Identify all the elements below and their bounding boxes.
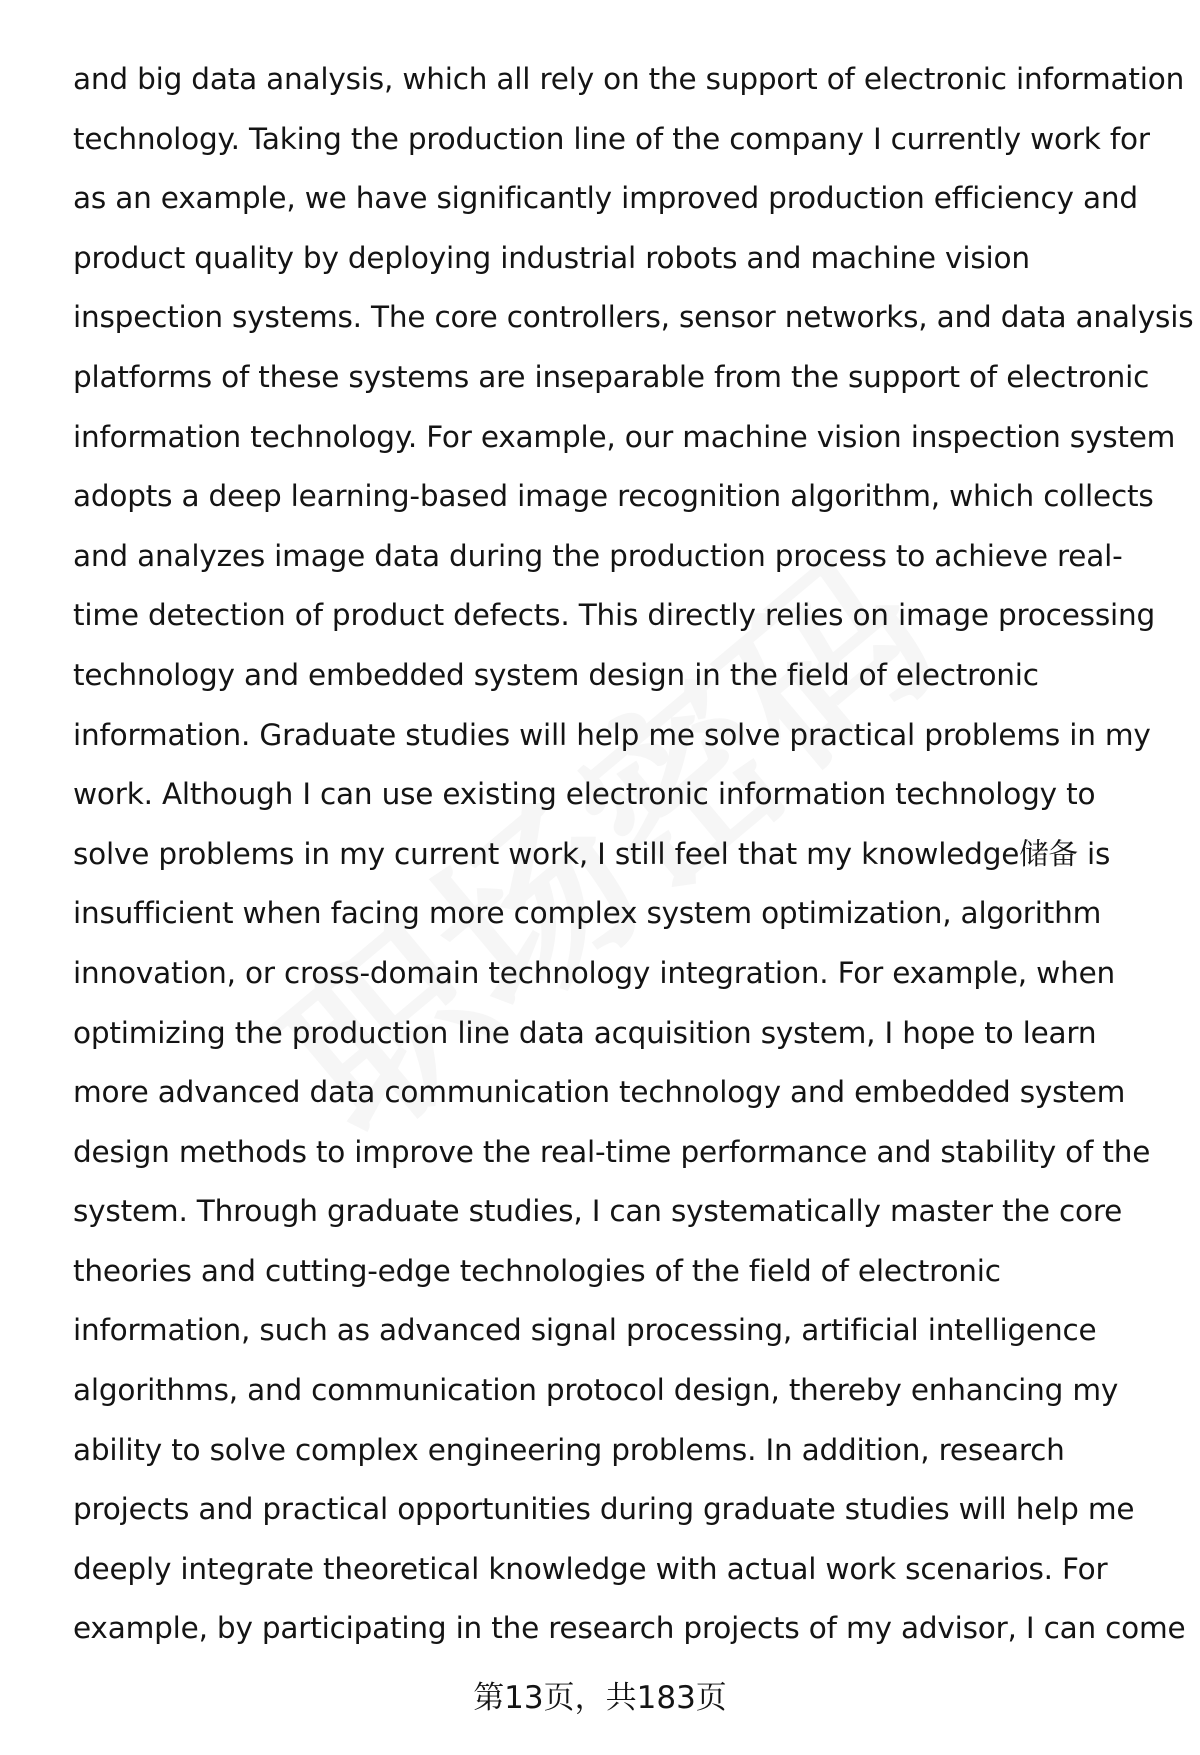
text-line: design methods to improve the real-time performance and stability of the <box>73 1134 1151 1169</box>
text-line: and analyzes image data during the production process to achieve real- <box>73 538 1123 573</box>
text-line: as an example, we have significantly improved production efficiency and <box>73 181 1138 216</box>
text-line: technology. Taking the production line of the company I currently work for <box>73 121 1150 156</box>
text-line: more advanced data communication technology and embedded system <box>73 1075 1126 1110</box>
text-line: example, by participating in the research projects of my advisor, I can come <box>73 1611 1186 1646</box>
text-line: system. Through graduate studies, I can systematically master the core <box>73 1194 1123 1229</box>
text-line: information. Graduate studies will help me solve practical problems in my <box>73 717 1151 752</box>
text-line: product quality by deploying industrial robots and machine vision <box>73 240 1030 275</box>
text-line: insufficient when facing more complex system optimization, algorithm <box>73 896 1102 931</box>
text-line: information, such as advanced signal processing, artificial intelligence <box>73 1313 1097 1348</box>
text-line: projects and practical opportunities during graduate studies will help me <box>73 1492 1135 1527</box>
text-line: platforms of these systems are inseparable from the support of electronic <box>73 359 1150 394</box>
text-line: innovation, or cross-domain technology integration. For example, when <box>73 955 1116 990</box>
text-line: theories and cutting-edge technologies of the field of electronic <box>73 1253 1001 1288</box>
text-line: information technology. For example, our machine vision inspection system <box>73 419 1176 454</box>
text-line: ability to solve complex engineering problems. In addition, research <box>73 1432 1065 1467</box>
text-line: work. Although I can use existing electronic information technology to <box>73 777 1096 812</box>
text-line: algorithms, and communication protocol design, thereby enhancing my <box>73 1373 1119 1408</box>
text-line: inspection systems. The core controllers, sensor networks, and data analysis <box>73 300 1194 335</box>
text-line: time detection of product defects. This directly relies on image processing <box>73 598 1156 633</box>
text-line: optimizing the production line data acquisition system, I hope to learn <box>73 1015 1097 1050</box>
text-line: technology and embedded system design in the field of electronic <box>73 657 1039 692</box>
text-line: adopts a deep learning-based image recognition algorithm, which collects <box>73 479 1154 514</box>
body-text <box>73 50 1194 1659</box>
text-line: solve problems in my current work, I still feel that my knowledge储备 is <box>73 836 1111 871</box>
text-line: deeply integrate theoretical knowledge with actual work scenarios. For <box>73 1551 1108 1586</box>
text-line: and big data analysis, which all rely on the support of electronic information <box>73 62 1185 96</box>
page-number: 第13页，共183页 <box>473 1680 727 1716</box>
